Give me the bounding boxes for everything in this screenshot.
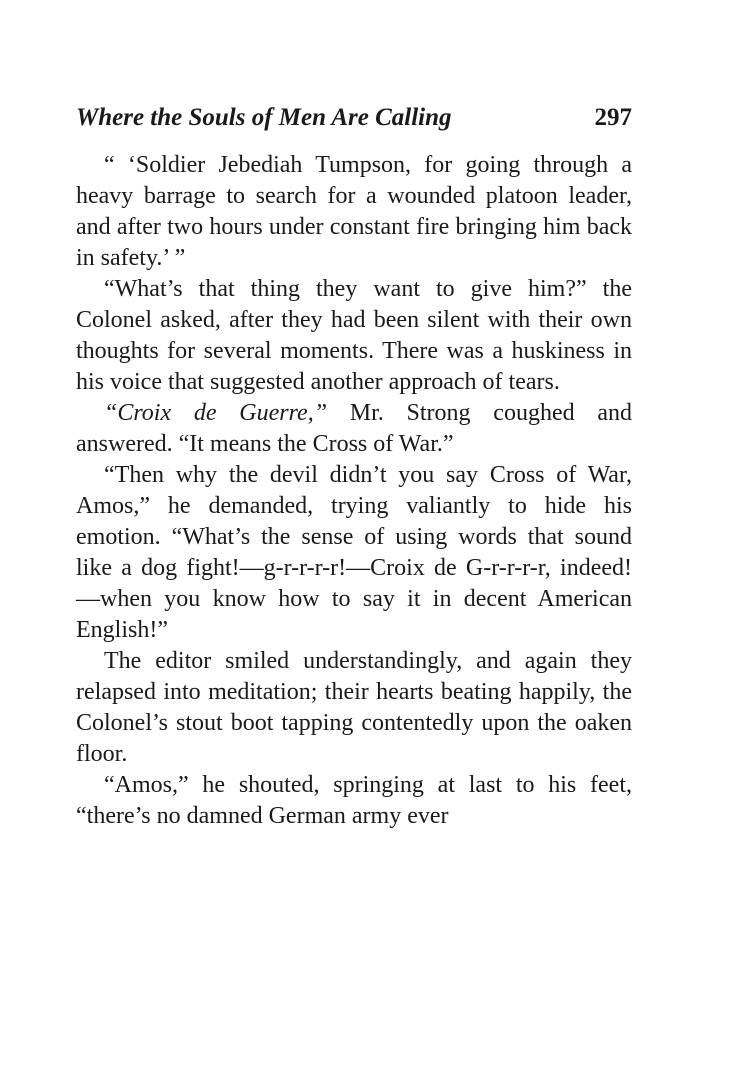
paragraph — [76, 646, 632, 770]
paragraph — [76, 770, 632, 832]
paragraph-text: “Then why the devil didn’t you say Cross of War, Amos,” he demanded, trying valiantly to hide his emotion. “What’s the sense of using words that sound like a dog fight!—g-r-r-r-r!—Croix de G-r-r-r-r, indeed!—when you know how to say it in decent American English!” — [76, 462, 632, 643]
paragraph — [76, 274, 632, 398]
running-title: Where the Souls of Men Are Calling — [76, 104, 452, 131]
paragraph-text: “ ‘Soldier Jebediah Tumpson, for going through a heavy barrage to search for a wounded platoon leader, and after two hours under constant fire bringing him back in safety.’ ” — [76, 152, 632, 271]
paragraph — [76, 460, 632, 646]
page-number: 297 — [594, 104, 632, 131]
italic-phrase: “Croix de Guerre,” — [104, 400, 328, 426]
running-head — [76, 104, 632, 144]
paragraph-text: Mr. Strong coughed and answered. “It means the Cross of War.” — [76, 400, 632, 457]
paragraph-text: “Amos,” he shouted, springing at last to his feet, “there’s no damned German army ever — [76, 772, 632, 829]
body-text — [76, 150, 632, 832]
paragraph-text: The editor smiled understandingly, and again they relapsed into meditation; their hearts beating happily, the Colonel’s stout boot tapping contentedly upon the oaken floor. — [76, 648, 632, 767]
paragraph — [76, 398, 632, 460]
book-page — [76, 104, 632, 832]
paragraph — [76, 150, 632, 274]
paragraph-text: “What’s that thing they want to give him?” the Colonel asked, after they had been silent with their own thoughts for several moments. There was a huskiness in his voice that suggested another approach of tears. — [76, 276, 632, 395]
